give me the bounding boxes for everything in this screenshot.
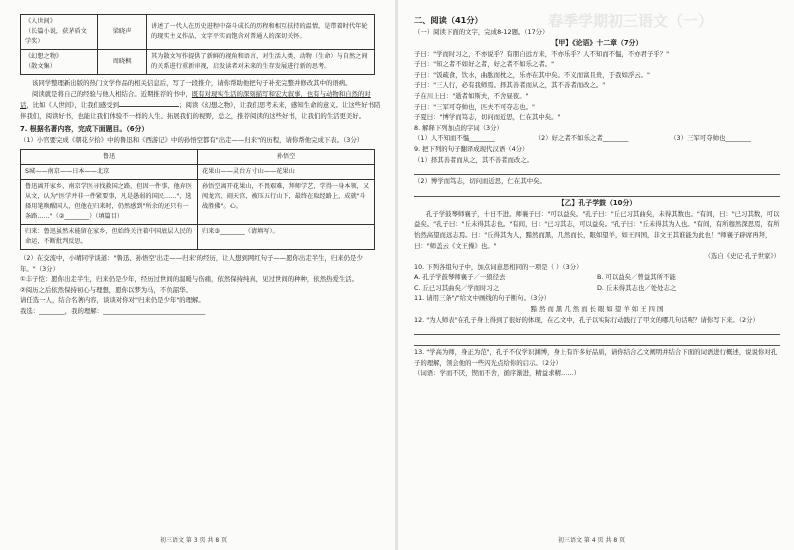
table-row xyxy=(21,224,375,249)
recommend-text-d: 阅读好书，也能让我们体验不一样的人生、拓展我们的视野，总之，推荐阅读的这些好书，让我们的生活更美好。 xyxy=(45,111,366,120)
question-13-words: （词语：学而不厌，锲而不舍，循序渐进，精益求精……） xyxy=(414,369,581,378)
answer-line[interactable]: 我选：________，我的理解：________________________________ xyxy=(20,306,206,315)
option-b[interactable]: B. 可以益矣／曾益其所不能 xyxy=(597,273,676,282)
answer-line[interactable] xyxy=(414,187,780,197)
question-7-1: （1）小官要完成《朝花夕拾》中的鲁迅和《西游记》中的孙悟空都有"出走——归来"的历程，请你帮他完成下表。（3分） xyxy=(20,136,364,145)
answer-blank[interactable] xyxy=(119,99,179,107)
route-sunwukong: 花果山——灵台方寸山——花果山 xyxy=(198,164,375,179)
route-luxun: S城——南京——日本——北京 xyxy=(21,164,198,179)
comparison-table xyxy=(20,149,375,250)
jia-line: 子曰："学而时习之，不亦说乎？有朋自远方来，不亦乐乎？人不知而不愠，不亦君子乎？" xyxy=(414,49,670,58)
text-yi-source: （选自《史记·孔子世家》） xyxy=(704,252,780,261)
question-11-sentence[interactable]: 黯 然 而 黑 几 然 而 长 眼 如 望 羊 如 王 四 国 xyxy=(530,305,664,314)
question-9-1: （1）择其善者而从之，其不善者而改之。 xyxy=(414,155,534,164)
text-yi-title: 【乙】孔子学鼓（10分） xyxy=(557,198,637,207)
option-c[interactable]: C. 丘已习其曲矣／学而时习之 xyxy=(414,283,500,292)
table-row xyxy=(21,179,375,224)
recommend-paragraph xyxy=(20,89,381,122)
table-row xyxy=(21,164,375,179)
book-desc-cell: 其为散文写作提供了新鲜的视角和语言，对生活人类、动物（生命）与自然之间的关系进行重新审视，启发读者对未来的生存发展进行新的思考。 xyxy=(147,50,375,75)
question-12: 12. "为人师表"在孔子身上得到了很好的体现，在乙文中，孔子以实际行动践行了甲文的哪几句话呢？请你写下来。（2分） xyxy=(414,315,759,324)
left-page xyxy=(0,0,395,550)
question-9: 9. 把下列的句子翻译成现代汉语（4分） xyxy=(414,144,529,153)
section-title: 二、阅读（41分） xyxy=(414,15,483,25)
question-10-options xyxy=(414,272,780,293)
author-cell: 周晓枫 xyxy=(98,50,147,75)
question-13: 13. "学高为师，身正为范"，孔子不仅学识渊博，身上有许多好品质，请你结合乙文阐明并结合下面的词语进行概述，说说你对孔子的理解，领会他的一些闪光点给你的启示。（2分） xyxy=(414,348,778,367)
answer-line[interactable] xyxy=(414,165,780,175)
question-10: 10. 下列各组句子中，加点词意思相同的一项是（ ）（3分） xyxy=(414,262,583,271)
book-table xyxy=(20,14,375,75)
q8-item[interactable]: （3）三军可夺帅也________ xyxy=(670,134,751,143)
question-8-items xyxy=(414,133,780,144)
watermark: 春季学期初三语文（一） xyxy=(548,12,714,30)
table-row xyxy=(21,15,375,50)
recommend-text-c: ；阅读《幻想之物》，让我们思考未来，感知生命的意义。让这些好书陪伴我们， xyxy=(20,101,381,120)
text-yi-body: 孔子学鼓琴师襄子，十日不进。师襄子曰："可以益矣。"孔子曰："丘已习其曲矣，未得其数也。"有间，曰："已习其数，可以益矣。"孔子曰："丘未得其志也。"有间，曰："已习其志，可以益矣。"孔子曰："丘未得其为人也。"有间，有所穆然深思焉，有所怡然高望而远志焉。曰："丘得其为人，黯然而黑，几然而长，眼如望羊，如王四国，非文王其谁能为此也！"师襄子辟席再拜，曰："师盖云《文王操》也。" xyxy=(414,209,780,250)
q8-item[interactable]: （1）人不知而不愠________ xyxy=(414,134,495,143)
quote-1: ①丰子恺：愿你出走半生，归来仍是少年，经历过世间的温暖与伤痛，依然保持纯真，见过世间的种种，依然热爱生活。 xyxy=(20,275,359,284)
jia-line: 子曰："三人行，必有我师焉。择其善者而从之，其不善者而改之。" xyxy=(414,81,606,90)
question-7-2-task: 请任选一人，结合名著内容，谈谈对你对"归来仍是少年"的理解。 xyxy=(20,296,205,305)
recommend-text-a: 阅读就是将自己的经验与他人相结合。近期推荐的书中， xyxy=(32,89,192,98)
text-jia-title: 【甲】《论语》十二章（7分） xyxy=(551,38,643,47)
answer-line[interactable] xyxy=(414,336,780,346)
answer-line[interactable] xyxy=(414,325,780,335)
return-sunwukong: 归来③________（请填写）。 xyxy=(198,224,375,249)
q8-item[interactable]: （2）好之者不如乐之者________ xyxy=(534,134,629,143)
question-8: 8. 解释下列加点的字词（3分） xyxy=(414,123,503,132)
page-footer-right: 初三语文 第 4 页 共 8 页 xyxy=(558,537,626,544)
book-title-cell: 《幻想之物》 （散文集） xyxy=(21,50,98,75)
subsection-title: （一）阅读下面的文字，完成8-12题。（17分） xyxy=(414,28,549,36)
story-luxun: 鲁迅离开家乡，南京学医寻找救国之路，但因一件事，他弃医从文，认为"医学并非一件紧要事，凡是愚弱的国民……"，选择用笔唤醒国人，但他在归来时，仍然感到"所余的还只有一条路……"（②________）（填篇目） xyxy=(21,179,198,224)
jia-line: 子曰："知之者不如好之者，好之者不如乐之者。" xyxy=(414,60,555,69)
book-title-cell: 《人世间》 （长篇小说，获茅盾文学奖） xyxy=(21,15,98,50)
right-page xyxy=(398,0,794,550)
jia-line: 子曰："三军可夺帅也，匹夫不可夺志也。" xyxy=(414,102,535,111)
option-a[interactable]: A. 孔子学鼓琴师襄子／一狼径去 xyxy=(414,273,506,282)
book-desc-cell: 讲述了一代人在历史进程中奋斗成长的历程和相互扶持的温情，是带着时代年轮的现实主义作品，文字平实而饱含对普通人的深切关怀。 xyxy=(147,15,375,50)
option-d[interactable]: D. 丘未得其志也／处处志之 xyxy=(597,283,677,292)
quote-2: ②阅历之后依然保持初心与理想，愿你以梦为马，不负韶华。 xyxy=(20,285,192,294)
question-7-2: （2）在交流中，小晴同学谈道："鲁迅、孙悟空'出走——归来'的经历，让人想到网红句子——愿你出走半生，归来仍是少年。"（3分） xyxy=(20,253,363,273)
question-7: 7. 根据名著内容，完成下面题目。（6分） xyxy=(20,125,149,134)
page-footer-left: 初三语文 第 3 页 共 8 页 xyxy=(160,537,228,544)
table-row xyxy=(21,50,375,75)
question-11: 11. 请用三条"/"给文中画线的句子断句。（3分） xyxy=(414,294,551,303)
jia-line: 子在川上曰："逝者如斯夫，不舍昼夜。" xyxy=(414,91,529,100)
intro-paragraph: 该同学整理新出版的热门文学作品的相关信息后，写了一段推介，请你帮助他把句子补充完整并修改其中的语病。 xyxy=(32,79,352,87)
author-cell: 梁晓声 xyxy=(98,15,147,50)
story-sunwukong: 孙悟空离开花果山，不畏艰难，拜师学艺，学得一身本领，又闯龙宫、闹天宫，被压五行山下，最终在取经路上，成就"斗战胜佛"。心。 xyxy=(198,179,375,224)
question-9-2: （2）博学而笃志，切问而近思，仁在其中矣。 xyxy=(414,177,546,186)
underlined-sentence: 既有对现实生活的深刻描写和宏大叙事，也有与动物和自然的对话 xyxy=(20,89,371,110)
recommend-text-b: ，比如《人世间》，让我们感受到 xyxy=(26,101,120,110)
return-luxun: 归来：鲁迅虽然未能留在家乡，但始终关注着中国底层人民的命运，不断批判反思。 xyxy=(21,224,198,249)
jia-line: 子夏曰："博学而笃志，切问而近思，仁在其中矣。" xyxy=(414,113,561,122)
header-sunwukong: 孙悟空 xyxy=(198,149,375,164)
table-row xyxy=(21,149,375,164)
jia-line: 子曰："饭疏食，饮水，曲肱而枕之，乐亦在其中矣。不义而富且贵，于我如浮云。" xyxy=(414,70,650,79)
header-luxun: 鲁迅 xyxy=(21,149,198,164)
